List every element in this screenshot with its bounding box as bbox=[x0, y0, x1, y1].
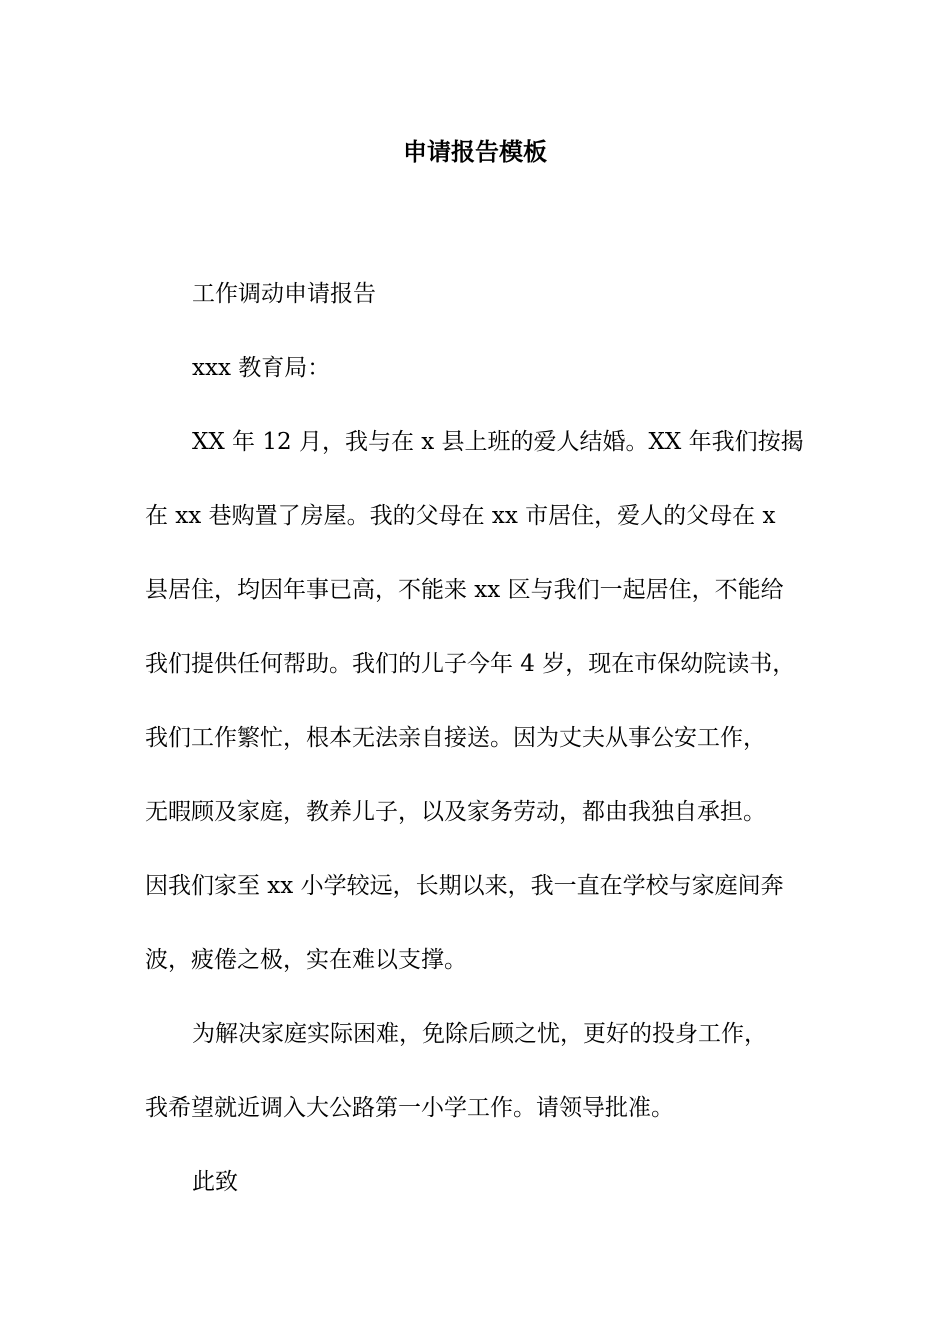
paragraph-line: XX 年 12 月，我与在 x 县上班的爱人结婚。XX 年我们按揭 bbox=[192, 429, 804, 455]
paragraph-line: 因我们家至 xx 小学较远，长期以来，我一直在学校与家庭间奔 bbox=[145, 873, 784, 899]
document-title: 申请报告模板 bbox=[403, 137, 547, 166]
document-body bbox=[145, 257, 835, 1219]
closing-phrase: 此致 bbox=[192, 1169, 238, 1195]
paragraph-line: 为解决家庭实际困难，免除后顾之忧，更好的投身工作， bbox=[192, 1021, 767, 1047]
paragraph-line: 在 xx 巷购置了房屋。我的父母在 xx 市居住，爱人的父母在 x bbox=[145, 503, 776, 529]
paragraph-line: 我希望就近调入大公路第一小学工作。请领导批准。 bbox=[145, 1095, 674, 1121]
paragraph-line: 县居住，均因年事已高，不能来 xx 区与我们一起居住，不能给 bbox=[145, 577, 784, 603]
paragraph-line: 我们提供任何帮助。我们的儿子今年 4 岁，现在市保幼院读书， bbox=[145, 651, 796, 677]
report-heading: 工作调动申请报告 bbox=[192, 281, 376, 307]
salutation: xxx 教育局： bbox=[192, 355, 331, 381]
paragraph-line: 我们工作繁忙，根本无法亲自接送。因为丈夫从事公安工作， bbox=[145, 725, 766, 751]
paragraph-line: 无暇顾及家庭，教养儿子，以及家务劳动，都由我独自承担。 bbox=[145, 799, 766, 825]
paragraph-line: 波，疲倦之极，实在难以支撑。 bbox=[145, 947, 467, 973]
